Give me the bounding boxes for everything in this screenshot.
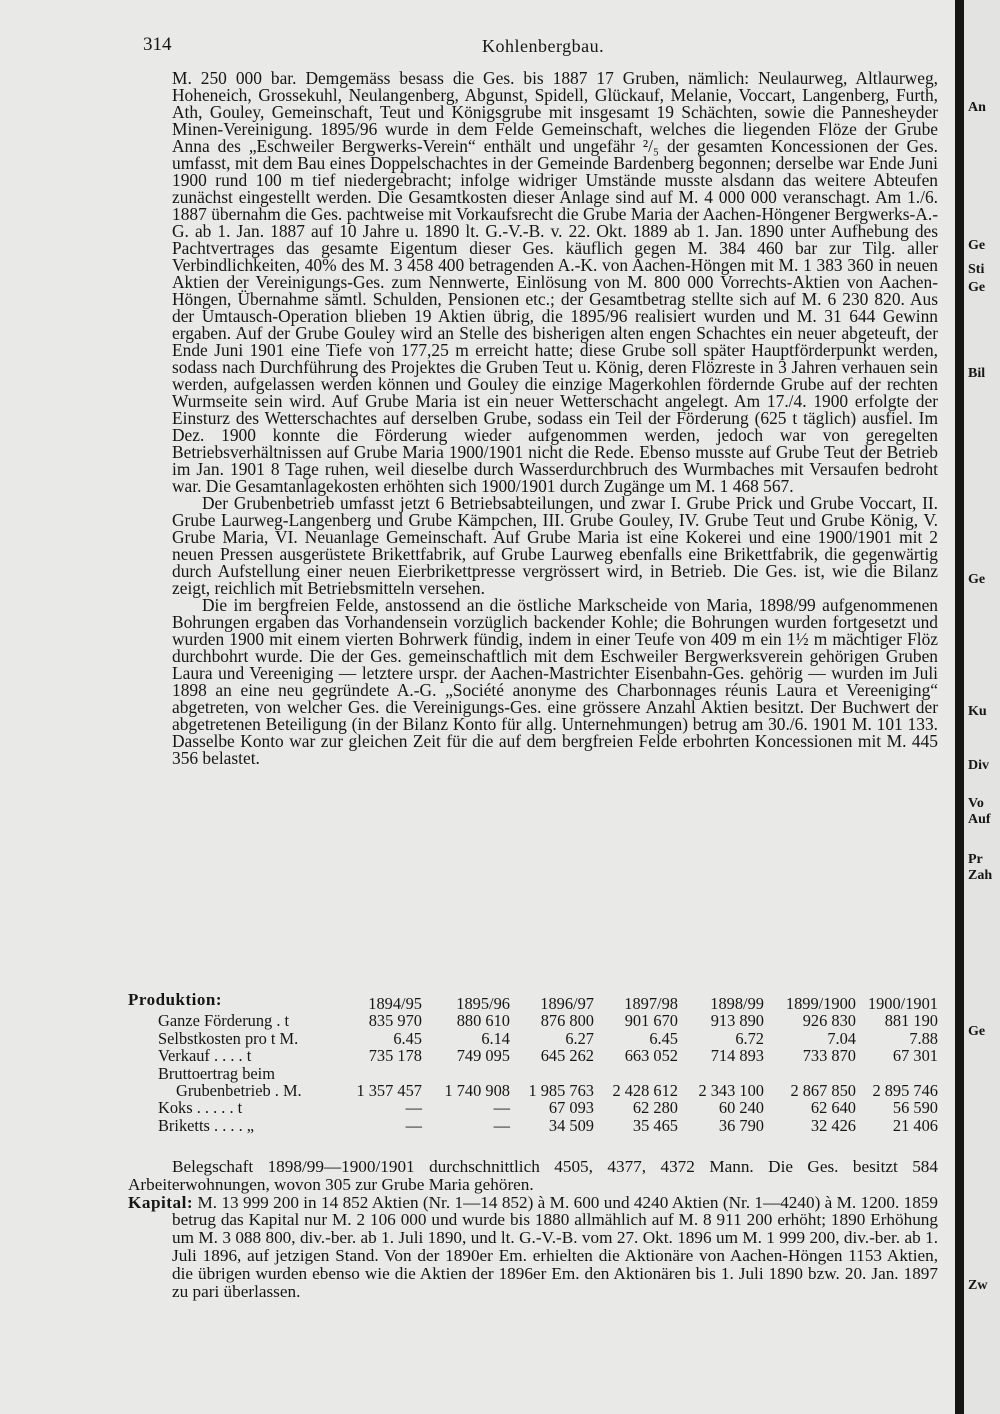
margin-fragment: Div [968, 758, 989, 773]
table-cell: — [493, 1098, 510, 1118]
table-cell: 926 830 [802, 1011, 856, 1031]
year-header: 1898/99 [710, 994, 764, 1013]
margin-fragment: Auf [968, 812, 991, 827]
margin-fragment: Zw [968, 1278, 988, 1293]
table-row [158, 1117, 938, 1134]
margin-fragment: Ge [968, 572, 986, 587]
table-cell: 7.04 [827, 1028, 856, 1048]
table-cell: 7.88 [909, 1028, 938, 1048]
table-cell: 2 895 746 [872, 1081, 938, 1101]
table-cell: 67 301 [892, 1046, 938, 1066]
table-row [158, 1065, 938, 1082]
main-body-text [172, 70, 938, 767]
table-cell: 6.45 [393, 1028, 422, 1048]
footer-section [128, 1158, 938, 1300]
year-header: 1896/97 [540, 994, 594, 1013]
margin-fragment: Sti [968, 262, 985, 277]
year-header: 1900/1901 [867, 994, 938, 1013]
table-cell: 2 867 850 [790, 1081, 856, 1101]
year-header: 1894/95 [368, 994, 422, 1013]
margin-fragment: Ge [968, 280, 986, 295]
table-row [158, 1099, 938, 1116]
table-cell: 36 790 [718, 1115, 764, 1135]
row-label: Selbstkosten pro t M. [158, 1028, 299, 1048]
table-cell: 62 280 [632, 1098, 678, 1118]
table-cell: 6.27 [565, 1028, 594, 1048]
table-cell: 2 343 100 [698, 1081, 764, 1101]
margin-fragment: Zah [968, 868, 993, 883]
row-label: Briketts . . . . „ [158, 1115, 255, 1135]
table-cell: 913 890 [710, 1011, 764, 1031]
table-cell: 56 590 [892, 1098, 938, 1118]
margin-fragment: An [968, 100, 986, 115]
table-cell: 1 357 457 [356, 1081, 422, 1101]
row-label: Ganze Förderung . t [158, 1011, 290, 1031]
kapital-text: M. 13 999 200 in 14 852 Aktien (Nr. 1—14 852) à M. 600 und 4240 Aktien (Nr. 1—4240) à M. 1200. 1859 betrug das Kapital nur M. 2 106 000 und wurde bis 1880 allmählich auf M. 8 911 200 erhöht; 1890 Erhöhung um M. 3 088 800, div.-ber. ab 1. Juli 1890, und lt. G.-V.-B. vom 27. Okt. 1896 um M. 1 999 200, div.-ber. ab 1. Juli 1896, auf jetzigen Stand. Von der 1890er Em. erhielten die Aktionäre von Aachen-Höngen 1153 Aktien, die übrigen wurden ebenso wie die Aktien der 1896er Em. den Aktionären bis 1. Juli 1890 bzw. 20. Jan. 1897 zu pari überlassen. [172, 1192, 939, 1301]
table-cell: 1 740 908 [444, 1081, 510, 1101]
table-cell: 6.72 [735, 1028, 764, 1048]
table-cell: — [493, 1115, 510, 1135]
margin-fragment: Vo [968, 796, 984, 811]
table-row [158, 1012, 938, 1029]
table-row [158, 1047, 938, 1064]
margin-fragment: Bil [968, 366, 986, 381]
table-cell: 880 610 [456, 1011, 510, 1031]
table-cell: 67 093 [548, 1098, 594, 1118]
table-cell: 735 178 [368, 1046, 422, 1066]
table-cell: 663 052 [624, 1046, 678, 1066]
row-label: Grubenbetrieb . M. [176, 1081, 302, 1101]
table-cell: 645 262 [540, 1046, 594, 1066]
production-table [158, 995, 938, 1134]
year-header: 1895/96 [456, 994, 510, 1013]
table-cell: 749 095 [456, 1046, 510, 1066]
table-cell: 733 870 [802, 1046, 856, 1066]
kapital-paragraph [128, 1194, 938, 1301]
table-cell: 62 640 [810, 1098, 856, 1118]
table-cell: — [405, 1098, 422, 1118]
table-cell: 6.14 [481, 1028, 510, 1048]
margin-fragment: Ge [968, 238, 986, 253]
table-cell: — [405, 1115, 422, 1135]
table-cell: 2 428 612 [612, 1081, 678, 1101]
table-cell: 714 893 [710, 1046, 764, 1066]
belegschaft-paragraph: Belegschaft 1898/99—1900/1901 durchschnittlich 4505, 4377, 4372 Mann. Die Ges. besitzt 584 Arbeiterwohnungen, wovon 305 zur Grube Maria gehören. [128, 1157, 938, 1194]
table-header-row [158, 995, 938, 1012]
year-header: 1897/98 [624, 994, 678, 1013]
paragraph: Die im bergfreien Felde, anstossend an die östliche Markscheide von Maria, 1898/99 aufgenommenen Bohrungen ergaben das Vorhandensein vorzüglich backender Kohle; die Bohrungen wurden fortgesetzt und wurden 1900 mit einem vierten Bohrwerk fündig, indem in einer Teufe von 409 m ein 1½ m mächtiger Flöz durchbohrt wurde. Die der Ges. gemeinschaftlich mit dem Eschweiler Bergwerksverein gehörigen Gruben Laura und Vereeniging — letztere urspr. der Aachen-Mastrichter Eisenbahn-Ges. gehörig — wurden im Juli 1898 an eine neu gegründete A.-G. „Société anonyme des Charbonnages réunis Laura et Vereeniging“ abgetreten, von welcher Ges. die Vereinigungs-Ges. eine grössere Anzahl Aktien besitzt. Der Buchwert der abgetretenen Beteiligung (in der Bilanz Konto für allg. Unternehmungen) betrug am 30./6. 1901 M. 101 133. Dasselbe Konto war zur gleichen Zeit für die auf dem bergfreien Felde erbohrten Koncessionen mit M. 445 356 belastet. [172, 595, 938, 768]
year-header: 1899/1900 [785, 994, 856, 1013]
production-label: Produktion: [128, 990, 222, 1009]
running-head: Kohlenbergbau. [482, 36, 605, 56]
margin-fragment: Ku [968, 704, 987, 719]
table-cell: 901 670 [624, 1011, 678, 1031]
row-label: Verkauf . . . . t [158, 1046, 252, 1066]
facing-page-margin-fragments [968, 0, 1000, 1414]
row-label: Koks . . . . . t [158, 1098, 243, 1118]
margin-fragment: Ge [968, 1024, 986, 1039]
paragraph: Der Grubenbetrieb umfasst jetzt 6 Betriebsabteilungen, und zwar I. Grube Prick und Grube Voccart, II. Grube Laurweg-Langenberg und Grube Kämpchen, III. Grube Gouley, IV. Grube Teut und Grube König, V. Grube Maria, VI. Neuanlage Gemeinschaft. Auf Grube Maria ist eine Kokerei und eine 1900/1901 mit 2 neuen Pressen ausgerüstete Brikettfabrik, auf Grube Laurweg ebenfalls eine Brikettfabrik, die gegenwärtig durch Aufstellung einer neuen Eierbrikettpresse vergrössert wird, in Betrieb. Die Ges. ist, wie die Bilanz zeigt, reichlich mit Betriebsmitteln versehen. [172, 493, 938, 598]
kapital-label: Kapital: [128, 1192, 194, 1212]
table-cell: 835 970 [368, 1011, 422, 1031]
table-cell: 60 240 [718, 1098, 764, 1118]
table-cell: 35 465 [632, 1115, 678, 1135]
table-cell: 34 509 [548, 1115, 594, 1135]
table-cell: 32 426 [810, 1115, 856, 1135]
table-corner [158, 995, 346, 1012]
table-cell: 1 985 763 [528, 1081, 594, 1101]
paragraph: M. 250 000 bar. Demgemäss besass die Ges. bis 1887 17 Gruben, nämlich: Neulaurweg, Altlaurweg, Hoheneich, Grossekuhl, Neulangenberg, Abgunst, Spidell, Glückauf, Melanie, Voccart, Langenberg, Furth, Ath, Gouley, Gemeinschaft, Teut und Königsgrube mit insgesamt 19 Schächten, sowie die Pannesheyder Minen-Vereinigung. 1895/96 wurde in dem Felde Gemeinschaft, welches die liegenden Flöze der Grube Anna des „Eschweiler Bergwerks-Verein“ enthält und ungefähr ²/₅ der gesamten Koncessionen der Ges. umfasst, mit dem Bau eines Doppelschachtes in der Gemeinde Bardenberg begonnen; derselbe war Ende Juni 1900 rund 100 m tief niedergebracht; infolge widriger Umstände musste alsdann das weitere Abteufen zunächst eingestellt werden. Die Gesamtkosten dieser Anlage sind auf M. 4 000 000 veranschagt. Am 1./6. 1887 übernahm die Ges. pachtweise mit Vorkaufsrecht die Grube Maria der Aachen-Höngener Bergwerks-A.-G. ab 1. Jan. 1887 auf 10 Jahre u. 1890 lt. G.-V.-B. v. 22. Okt. 1889 ab 1. Jan. 1890 unter Aufhebung des Pachtvertrages das gesamte Eigentum dieser Ges. käuflich gegen M. 384 460 bar zur Tilg. aller Verbindlichkeiten, 40% des M. 3 458 400 betragenden A.-K. von Aachen-Höngen mit M. 1 383 360 in neuen Aktien der Vereinigungs-Ges. zum Nennwerte, Einlösung von M. 800 000 Vorrechts-Aktien von Aachen-Höngen, Übernahme sämtl. Schulden, Pensionen etc.; der Gesamtbetrag stellte sich auf M. 6 230 820. Aus der Umtausch-Operation blieben 19 Aktien übrig, die 1895/96 realisiert wurden und M. 31 644 Gewinn ergaben. Auf der Grube Gouley wird an Stelle des bisherigen alten engen Schachtes ein neuer abgeteuft, der Ende Juni 1901 eine Tiefe von 177,25 m erreicht hatte; diese Grube soll später Hauptförderpunkt werden, sodass nach Durchführung des Projektes die Gruben Teut u. König, deren Flözreste in 3 Jahren verhauen sein werden, aufgelassen werden können und Gouley die einzige Magerkohlen fördernde Grube auf der rechten Wurmseite sein wird. Auf Grube Maria ist ein neuer Wetterschacht angelegt. Am 17./4. 1900 erfolgte der Einsturz des Wetterschachtes auf derselben Grube, sodass ein Teil der Förderung (625 t täglich) ausfiel. Im Dez. 1900 konnte die Förderung wieder aufgenommen werden, jedoch war von geregelten Betriebsverhältnissen auf Grube Maria 1900/1901 nicht die Rede. Ebenso musste auf Grube Teut der Betrieb im Jan. 1901 8 Tage ruhen, weil dieselbe durch Wasserdurchbruch des Wurmbaches mit Versaufen bedroht war. Die Gesamtanlagekosten erhöhten sich 1900/1901 durch Zugänge um M. 1 468 567. [172, 68, 938, 496]
margin-fragment: Pr [968, 852, 983, 867]
table-cell: 21 406 [892, 1115, 938, 1135]
table-row [158, 1082, 938, 1099]
table-row [158, 1030, 938, 1047]
row-label: Bruttoertrag beim [158, 1063, 275, 1083]
table-cell: 881 190 [884, 1011, 938, 1031]
table-cell: 6.45 [649, 1028, 678, 1048]
table-cell: 876 800 [540, 1011, 594, 1031]
page-number: 314 [143, 34, 172, 55]
book-spine-shadow [955, 0, 964, 1414]
